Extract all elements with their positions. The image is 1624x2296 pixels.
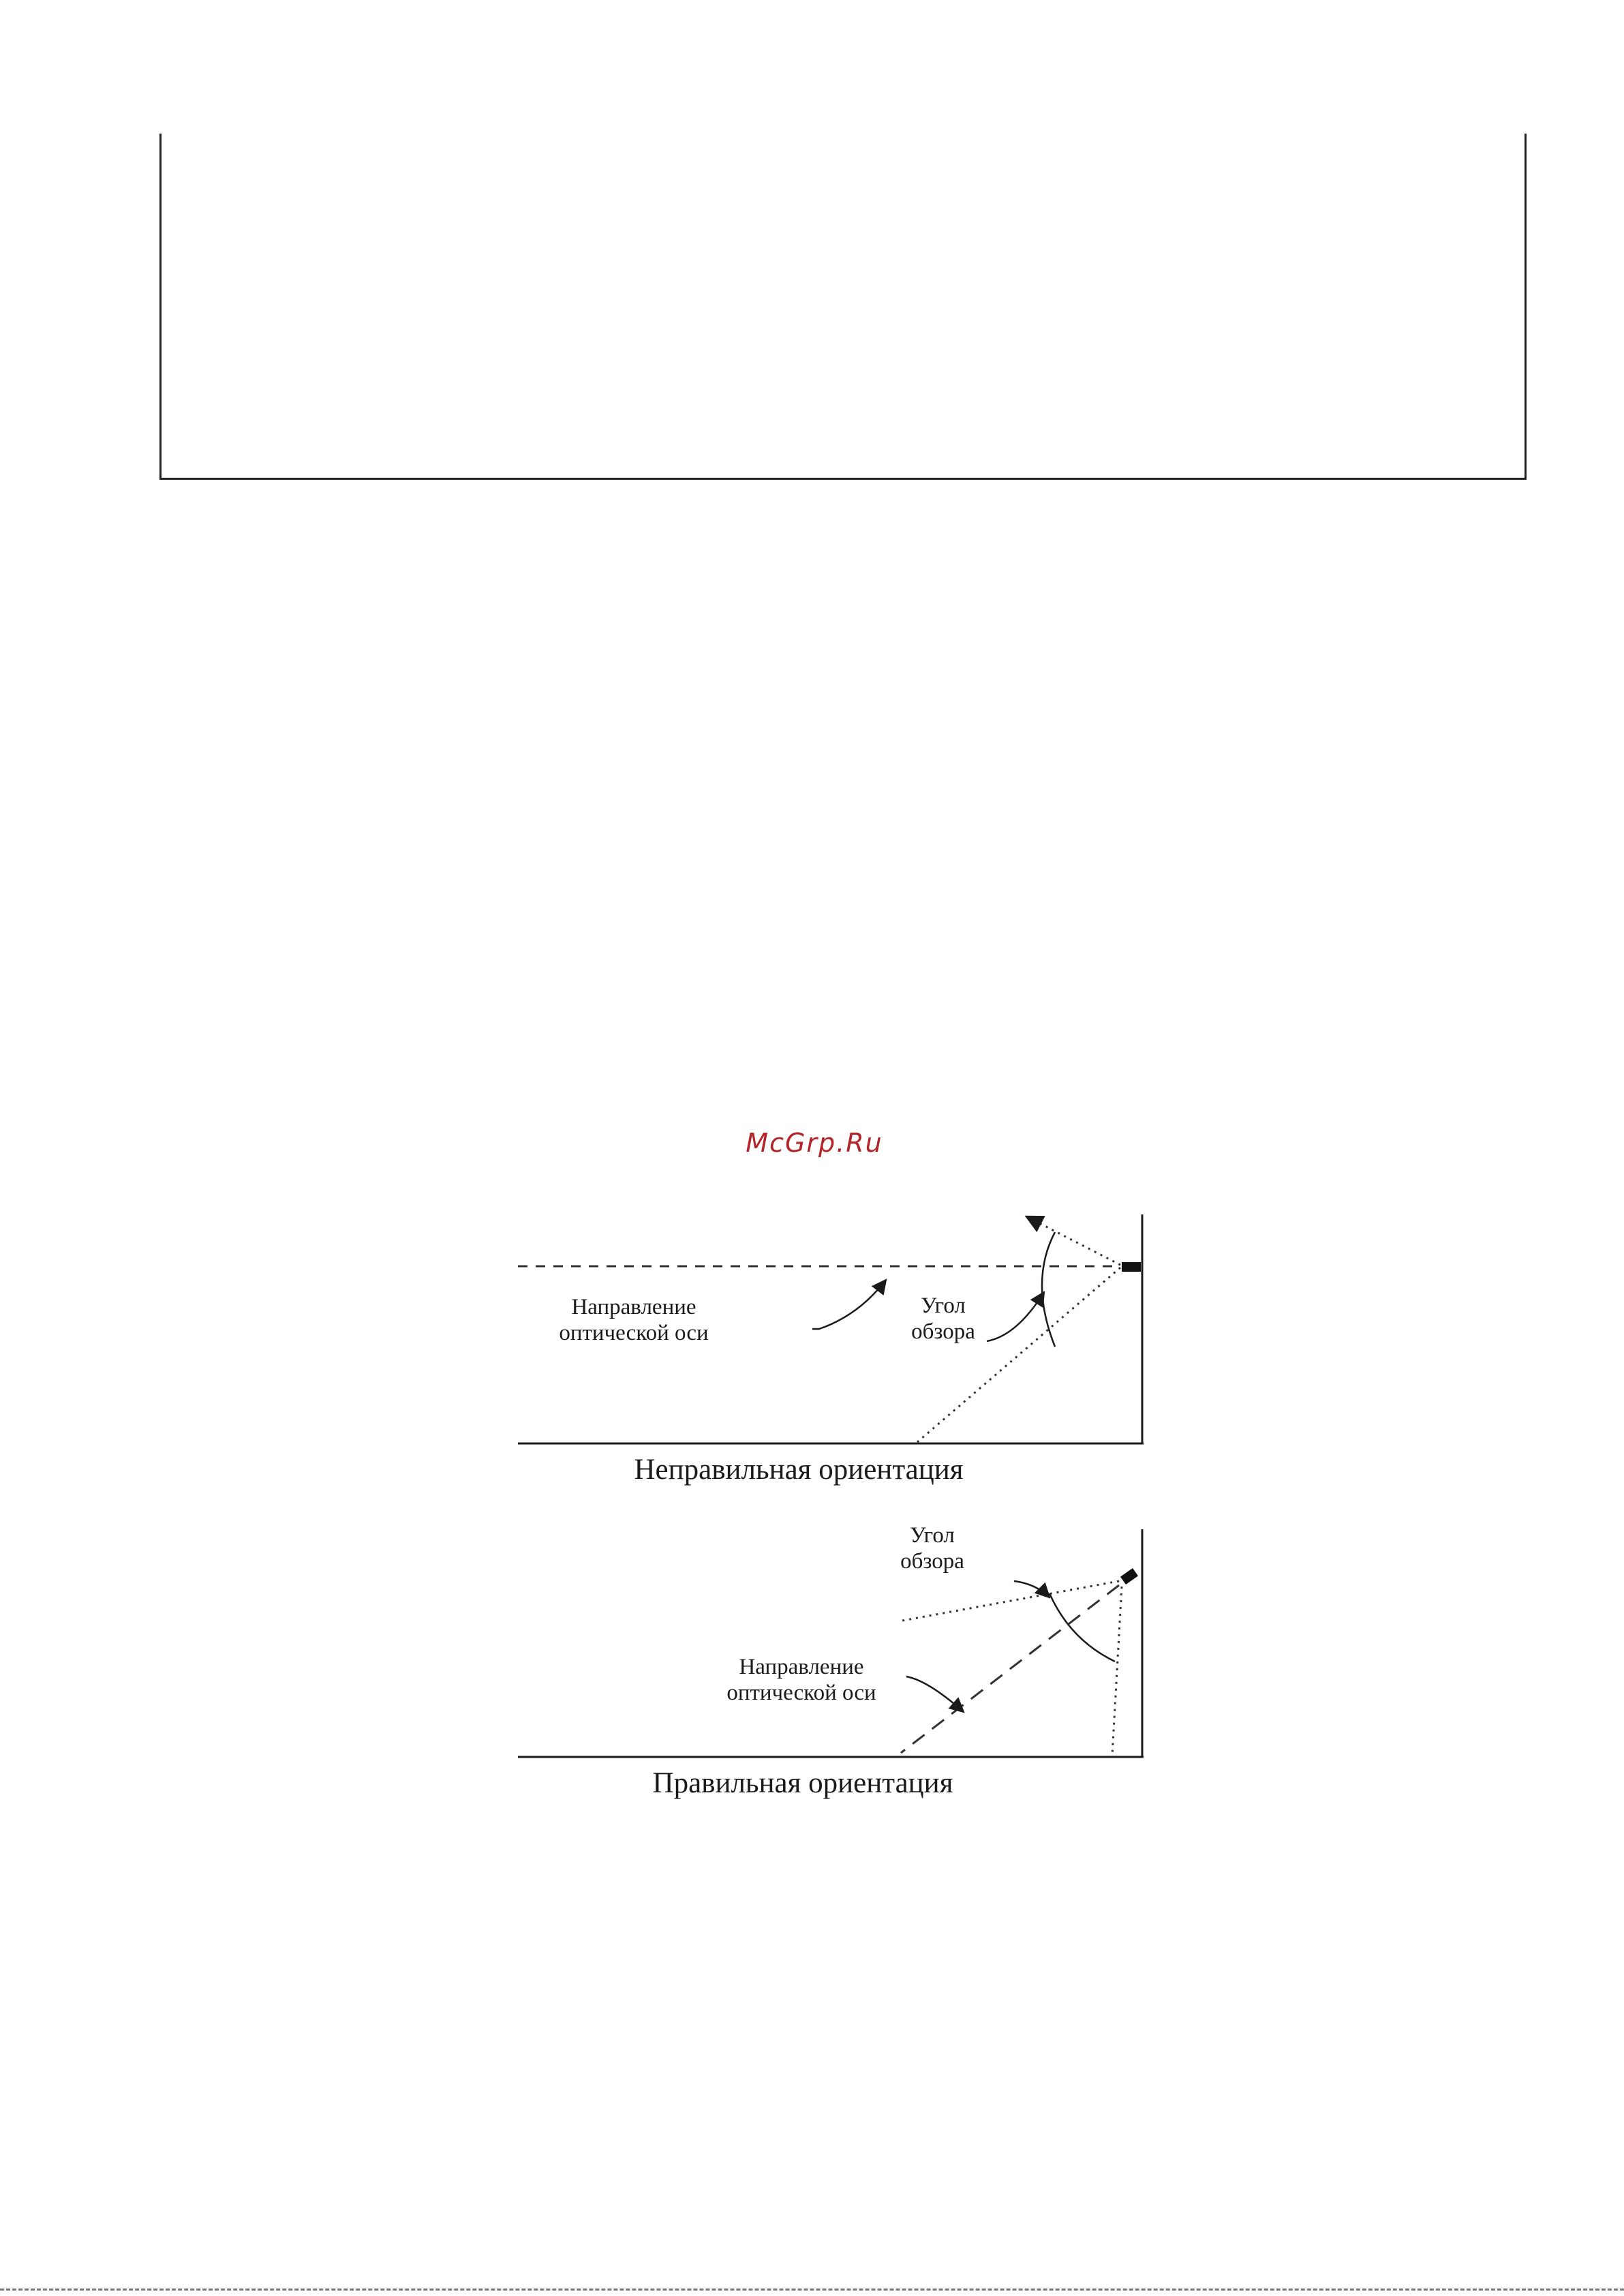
bottom-axis-label-line2: оптической оси — [726, 1681, 876, 1705]
bottom-view-boundary-far — [902, 1581, 1119, 1621]
top-angle-label-line2: обзора — [911, 1319, 975, 1344]
bottom-caption: Правильная ориентация — [652, 1767, 953, 1799]
orientation-figure — [504, 1199, 1159, 1813]
bottom-panel — [518, 1523, 1144, 1799]
watermark: McGrp.Ru — [746, 1128, 883, 1158]
top-angle-arc — [1042, 1232, 1055, 1347]
text-frame-box — [159, 134, 1527, 480]
top-angle-label-line1: Угол — [921, 1294, 966, 1318]
bottom-angle-label-line1: Угол — [910, 1523, 955, 1548]
page-bottom-rule — [0, 2289, 1624, 2291]
top-angle-leader — [987, 1292, 1044, 1341]
bottom-view-boundary-near — [1112, 1587, 1122, 1756]
bottom-optical-axis — [901, 1585, 1119, 1753]
top-axis-leader — [812, 1280, 886, 1329]
top-panel — [518, 1214, 1144, 1486]
bottom-angle-label-line2: обзора — [900, 1549, 964, 1574]
top-axis-label-line1: Направление — [571, 1295, 696, 1319]
bottom-sensor — [1120, 1568, 1138, 1585]
bottom-angle-arc — [1050, 1593, 1115, 1662]
top-sensor — [1122, 1262, 1141, 1272]
top-caption: Неправильная ориентация — [634, 1454, 964, 1486]
bottom-axis-leader — [906, 1677, 964, 1712]
orientation-diagram — [504, 1199, 1159, 1813]
top-axis-label-line2: оптической оси — [559, 1321, 709, 1345]
top-view-boundary-upper — [1026, 1216, 1120, 1265]
bottom-axis-label-line1: Направление — [739, 1655, 864, 1679]
